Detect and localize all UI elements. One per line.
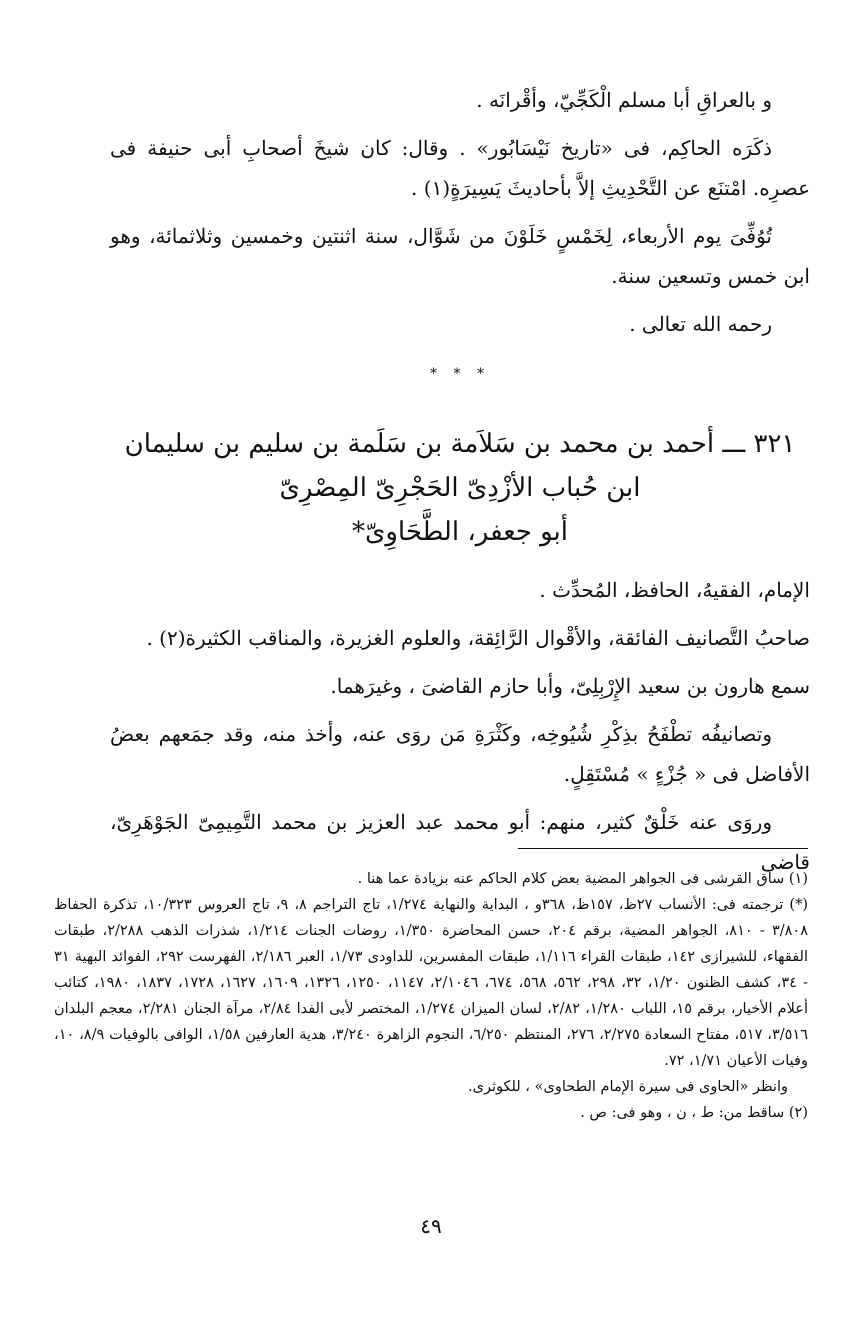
text-paragraph: وتصانيفُه تطْفَحُ بذِكْرِ شُيُوخِه، وكَثْرَةِ مَن روَى عنه، وأخذ منه، وقد جمَعهم بعضُ الأفاضل فى « جُزْءٍ » مُسْتَقِلٍ. (110, 722, 810, 786)
footnote-divider (518, 848, 808, 849)
text-paragraph: و بالعراقِ أبا مسلم الْكَجِّيّ، وأقْرانَه . (476, 88, 772, 112)
text-paragraph: رحمه الله تعالى . (629, 312, 772, 336)
footnotes (54, 866, 808, 1126)
text-paragraph: سمع هارون بن سعيد الإِرْبِلِىّ، وأبا حازم القاضىَ ، وغيرَهما. (330, 674, 810, 698)
page-body (110, 80, 810, 890)
text-paragraph: تُوُفِّىَ يوم الأربعاء، لِخَمْسٍ خَلَوْنَ من شَوَّال، سنة اثنتين وخمسين وثلاثمائة، وهو ابن خمس وتسعين سنة. (110, 224, 810, 288)
text-paragraph: الإمام، الفقيهُ، الحافظ، المُحدِّث . (539, 578, 810, 602)
text-paragraph: ذكَرَه الحاكِم، فى «تاريخ نَيْسَابُور» . وقال: كان شيخَ أصحابِ أبى حنيفة فى عصرِه. امْتنَع عن التَّحْدِيثِ إلاَّ بأحاديثَ يَسِيرَةٍ(١) . (110, 136, 810, 200)
footnote: (١) ساق القرشى فى الجواهر المضية بعض كلام الحاكم عنه بزيادة عما هنا . (357, 871, 808, 887)
text-paragraph: وروَى عنه خَلْقٌ كثير، منهم: أبو محمد عبد العزيز بن محمد التَّمِيمِىّ الجَوْهَرِىّ، قاضى (110, 810, 810, 874)
entry-body (110, 570, 810, 882)
footnote: (٢) ساقط من: ط ، ن ، وهو فى: ص . (580, 1105, 808, 1121)
page-number: ٤٩ (420, 1214, 442, 1238)
entry-heading-line: أبو جعفر، الطَّحَاوِىّ* (351, 517, 568, 547)
footnote: (*) ترجمته فى: الأنساب ٢٧ظ، ١٥٧ظ، ٣٦٨و ، البداية والنهاية ١/٢٧٤، تاج التراجم ٨، ٩، تاج العروس ١٠/٣٢٣، تذكرة الحفاظ ٣/٨٠٨ - ٨١٠، الجواهر المضية، برقم ٢٠٤، حسن المحاضرة ١/٣٥٠، روضات الجنات ١/٢١٤، شذرات الذهب ٢/٢٨٨، طبقات الفقهاء، للشيرازى ١٤٢، طبقات القراء ١/١١٦، طبقات المفسرين، للداودى ١/٧٣، العبر ٢/١٨٦، الفهرست ٢٩٢، الفوائد البهية ٣١ - ٣٤، كشف الظنون ١/٢٠، ٣٢، ٢٩٨، ٥٦٢، ٥٦٨، ٦٧٤، ٢/١٠٤٦، ١١٤٧، ١٢٥٠، ١٣٢٦، ١٦٠٩، ١٦٢٧، ١٧٢٨، ١٨٣٧، ١٩٨٠، كتائب أعلام الأخيار، برقم ١٥، اللباب ١/٢٨٠، ٢/٨٢، لسان الميزان ١/٢٧٤، المختصر لأبى الفدا ٢/٨٤، مرآة الجنان ٢/٢٨١، معجم البلدان ٣/٥١٦، ٥١٧، مفتاح السعادة ٢/٢٧٥، ٢٧٦، المنتظم ٦/٢٥٠، النجوم الزاهرة ٣/٢٤٠، هدية العارفين ١/٥٨، الوافى بالوفيات ٨/٩، ١٠، وفيات الأعيان ١/٧١، ٧٢. (54, 897, 809, 1069)
entry-heading-line: ابن حُباب الأزْدِىّ الحَجْرِىّ المِصْرِىّ (279, 473, 641, 503)
section-separator: * * * (430, 366, 490, 382)
footnote: وانظر «الحاوى فى سيرة الإمام الطحاوى» ، للكوثرى. (467, 1079, 788, 1095)
text-paragraph: صاحبُ التَّصانيف الفائقة، والأقْوال الرَّائِقة، والعلوم الغزيرة، والمناقب الكثيرة(٢) . (146, 626, 810, 650)
entry-heading (110, 422, 810, 554)
entry-heading-line: ٣٢١ ـــ أحمد بن محمد بن سَلاَمة بن سَلَمة بن سليم بن سليمان (124, 429, 796, 459)
